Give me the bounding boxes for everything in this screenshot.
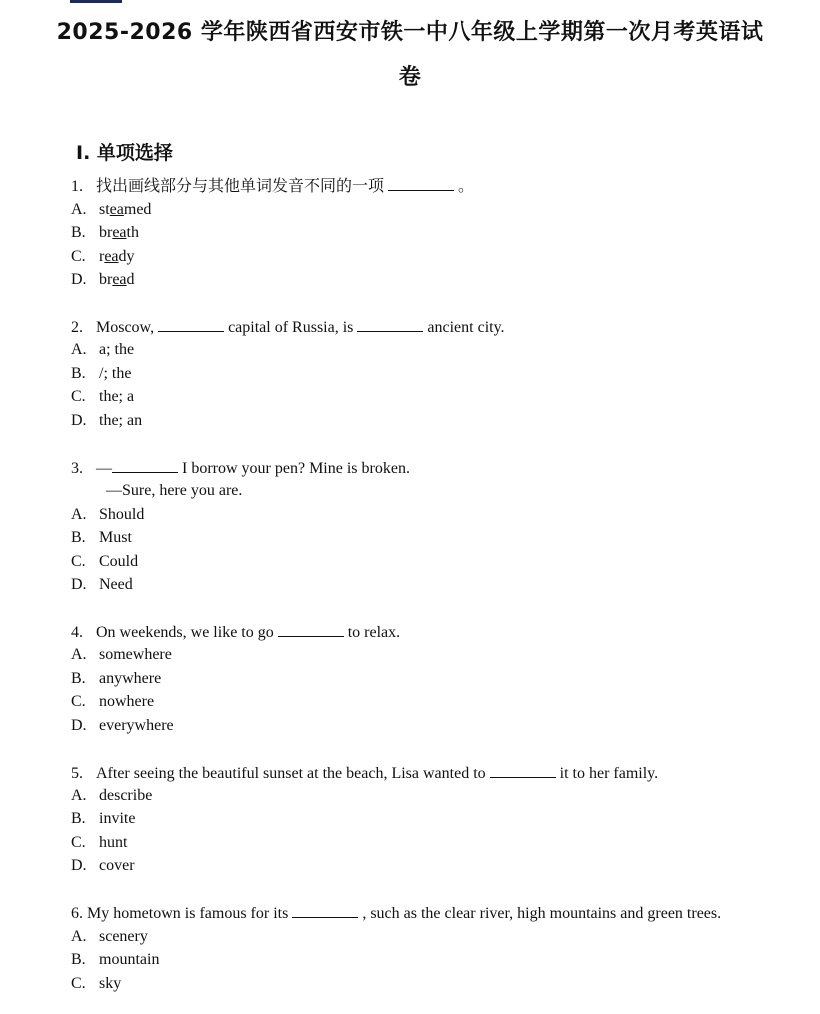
underlined-letters: ea xyxy=(109,201,124,218)
answer-blank xyxy=(292,902,358,918)
question-2-option-d: D. the; an xyxy=(71,412,143,429)
question-6-option-b: B. mountain xyxy=(71,951,160,968)
question-1-option-c: C. ready xyxy=(71,248,135,265)
question-4-stem: 4. On weekends, we like to go to relax. xyxy=(71,621,400,643)
question-3-stem: 3. — I borrow your pen? Mine is broken. xyxy=(71,457,410,479)
answer-blank xyxy=(112,457,178,473)
question-6-option-c: C. sky xyxy=(71,975,122,992)
question-number: 4. xyxy=(71,624,83,641)
question-number: 5. xyxy=(71,765,83,782)
underlined-letters: ea xyxy=(104,248,119,265)
question-1-option-a: A. steamed xyxy=(71,201,152,218)
question-3-option-a: A. Should xyxy=(71,506,145,523)
question-6-option-a: A. scenery xyxy=(71,928,148,945)
answer-blank xyxy=(278,621,344,637)
answer-blank xyxy=(490,762,556,778)
question-number: 1. xyxy=(71,178,83,195)
underlined-letters: ea xyxy=(112,271,127,288)
answer-blank xyxy=(388,175,454,191)
question-3-option-c: C. Could xyxy=(71,553,139,570)
question-5-option-d: D. cover xyxy=(71,857,135,874)
page-top-mark xyxy=(70,0,122,3)
question-5-option-b: B. invite xyxy=(71,810,136,827)
question-1-option-b: B. breath xyxy=(71,224,139,241)
question-4-option-c: C. nowhere xyxy=(71,693,155,710)
question-3-option-d: D. Need xyxy=(71,576,133,593)
section-heading: Ⅰ. 单项选择 xyxy=(76,142,173,164)
question-4-option-a: A. somewhere xyxy=(71,646,172,663)
question-1-option-d: D. bread xyxy=(71,271,135,288)
question-4-option-b: B. anywhere xyxy=(71,670,162,687)
page-title: 2025-2026 学年陕西省西安市铁一中八年级上学期第一次月考英语试 xyxy=(56,20,764,45)
question-4-option-d: D. everywhere xyxy=(71,717,174,734)
question-5-stem: 5. After seeing the beautiful sunset at the beach, Lisa wanted to it to her family. xyxy=(71,762,658,784)
page-title-continued: 卷 xyxy=(398,65,422,90)
question-5-option-c: C. hunt xyxy=(71,834,128,851)
underlined-letters: ea xyxy=(112,224,127,241)
question-2-option-c: C. the; a xyxy=(71,388,135,405)
question-6-stem: 6. My hometown is famous for its , such as the clear river, high mountains and green trees. xyxy=(71,902,721,924)
question-number: 2. xyxy=(71,319,83,336)
question-2-option-a: A. a; the xyxy=(71,341,135,358)
question-2-option-b: B. /; the xyxy=(71,365,132,382)
question-1-stem: 1. 找出画线部分与其他单词发音不同的一项 。 xyxy=(71,175,474,197)
question-2-stem: 2. Moscow, capital of Russia, is ancient city. xyxy=(71,316,505,338)
question-3-reply: —Sure, here you are. xyxy=(106,482,243,499)
answer-blank xyxy=(158,316,224,332)
question-3-option-b: B. Must xyxy=(71,529,132,546)
question-number: 3. xyxy=(71,460,83,477)
question-number: 6. xyxy=(71,905,83,922)
answer-blank xyxy=(357,316,423,332)
question-5-option-a: A. describe xyxy=(71,787,153,804)
